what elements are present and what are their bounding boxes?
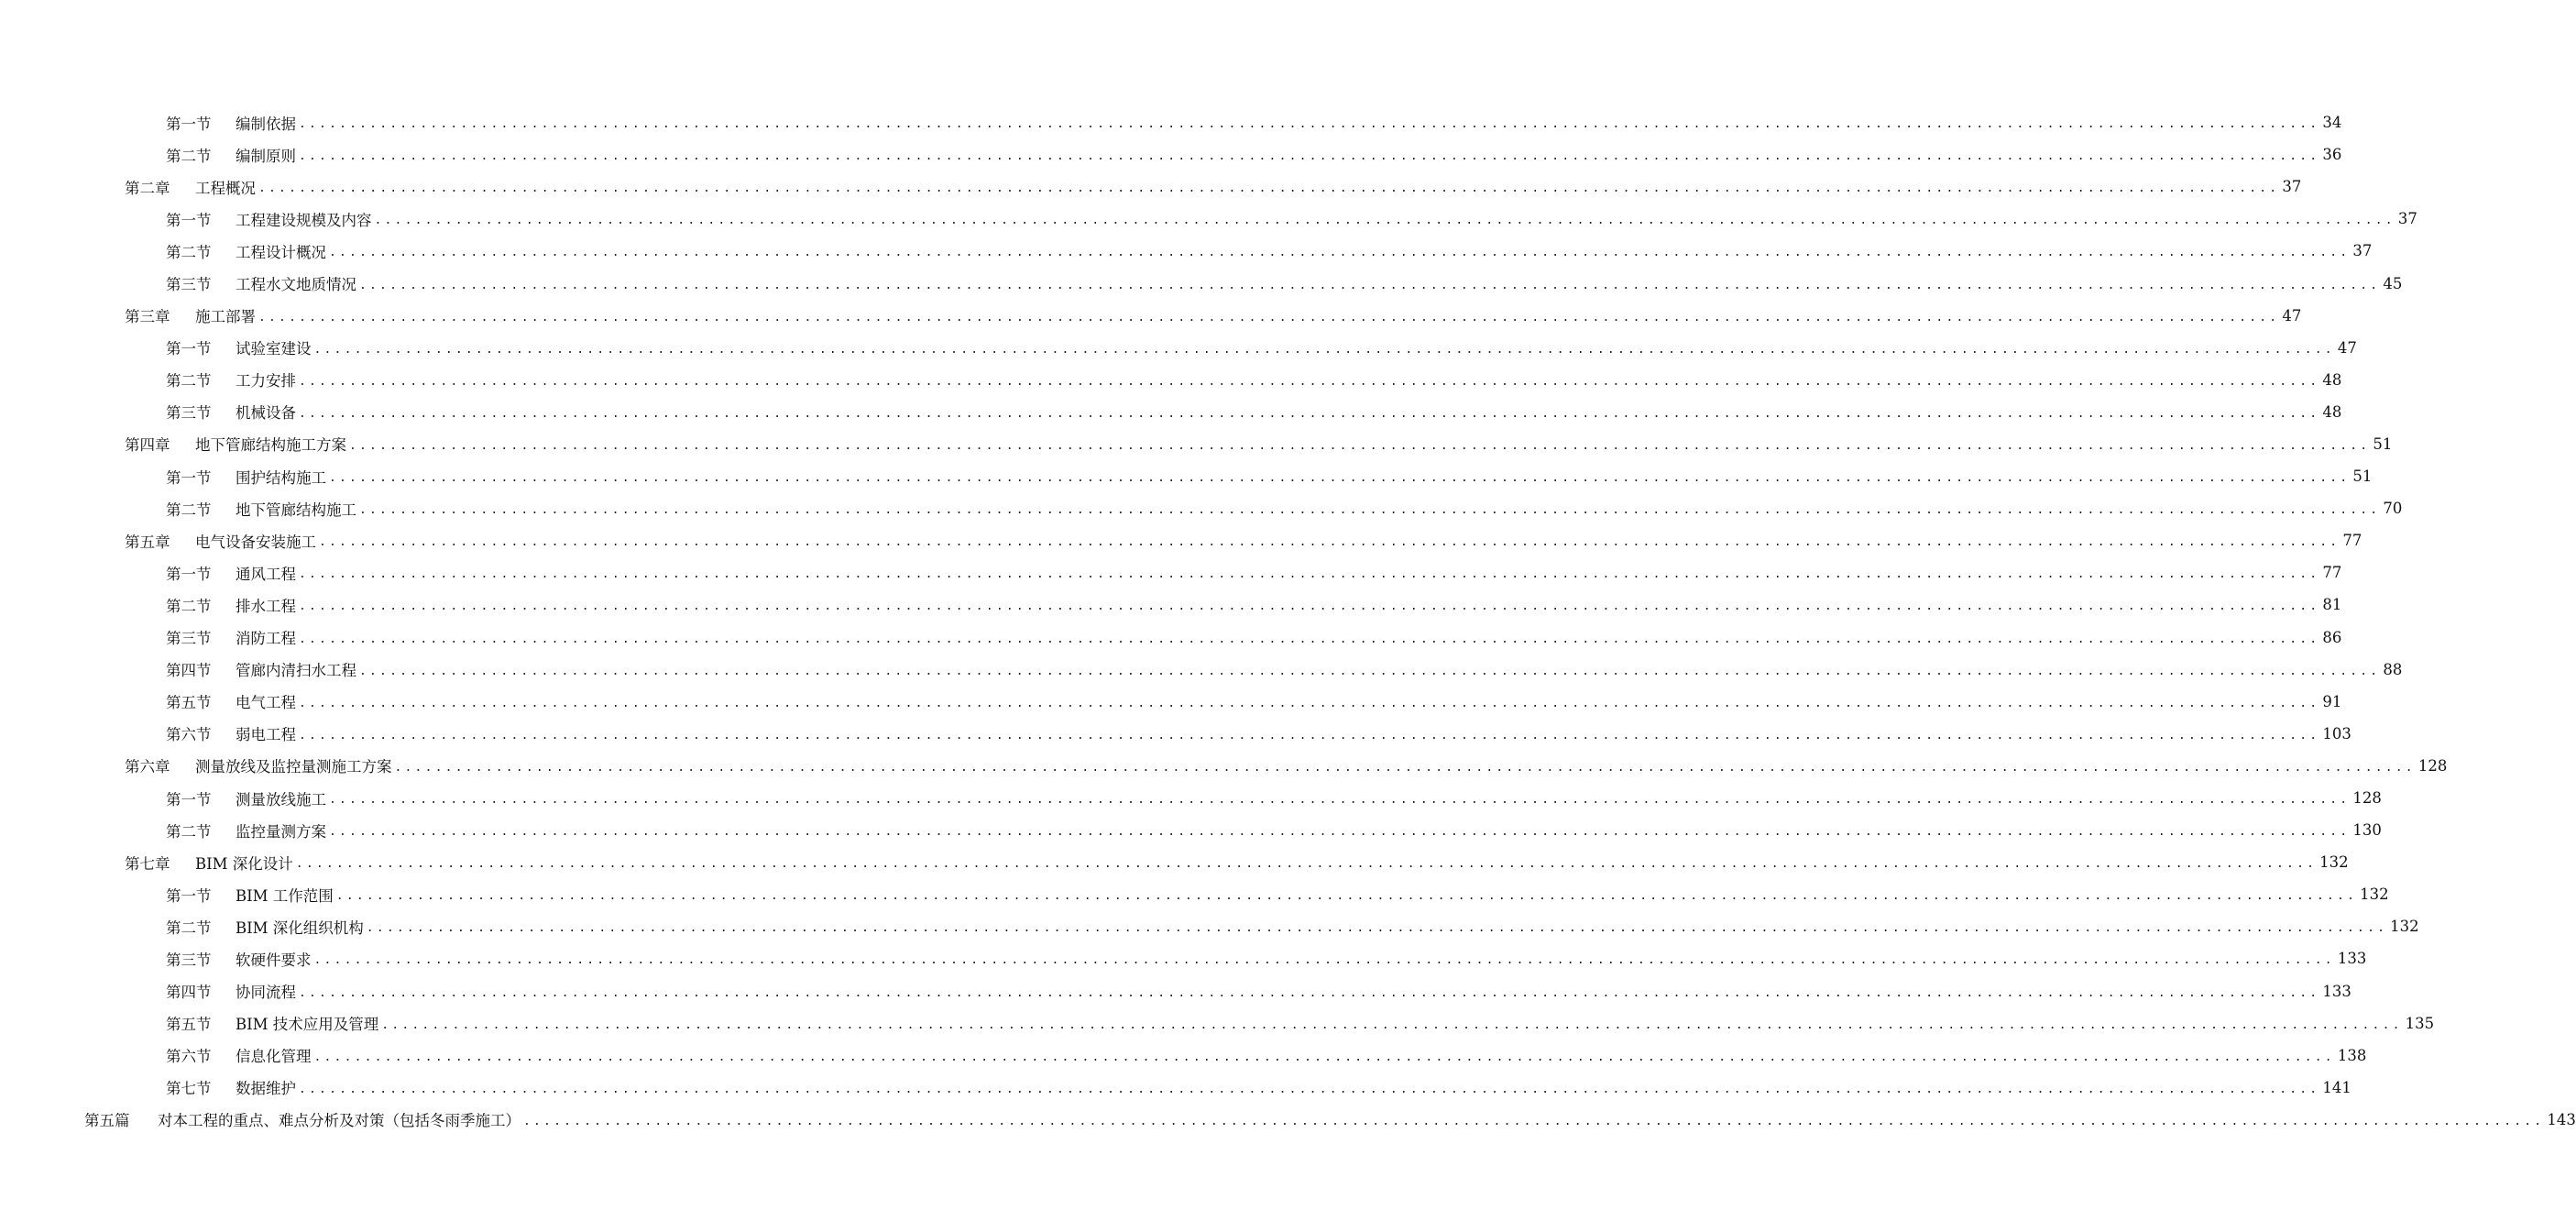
toc-entry-number: 第六节 — [166, 726, 212, 744]
toc-entry-page: 77 — [2342, 532, 2362, 550]
toc-entry-title: 管廊内清扫水工程 — [236, 662, 356, 680]
toc-entry-page: 133 — [2322, 982, 2351, 1000]
dot-leader: ........................................................................................................................................................................................................ — [258, 310, 2280, 324]
toc-entry[interactable] — [0, 942, 2367, 974]
toc-entry[interactable] — [0, 686, 2342, 718]
toc-entry[interactable] — [0, 492, 2403, 524]
toc-entry-page: 88 — [2383, 660, 2403, 678]
toc-entry-number: 第六节 — [166, 1048, 212, 1066]
toc-entry[interactable] — [0, 846, 2349, 878]
toc-entry-page: 135 — [2405, 1014, 2435, 1032]
toc-entry-page: 132 — [2319, 853, 2349, 872]
toc-entry[interactable] — [0, 524, 2362, 556]
dot-leader: ........................................................................................................................................................................................................ — [299, 374, 2320, 389]
dot-leader: ........................................................................................................................................................................................................ — [335, 889, 2358, 904]
toc-entry-title: 排水工程 — [236, 597, 296, 615]
toc-entry-number: 第二节 — [166, 500, 212, 519]
dot-leader: ........................................................................................................................................................................................................ — [299, 632, 2320, 646]
toc-entry[interactable] — [0, 556, 2342, 588]
toc-entry-title: 工力安排 — [236, 372, 296, 390]
toc-entry-title: 数据维护 — [236, 1080, 296, 1098]
dot-leader: ........................................................................................................................................................................................................ — [299, 149, 2320, 164]
toc-entry[interactable] — [0, 364, 2342, 396]
toc-entry-page: 77 — [2322, 564, 2342, 582]
toc-entry-number: 第一节 — [166, 790, 212, 808]
toc-entry[interactable] — [0, 654, 2403, 686]
toc-entry[interactable] — [0, 910, 2419, 942]
dot-leader: ........................................................................................................................................................................................................ — [394, 760, 2416, 775]
toc-entry-number: 第五节 — [166, 1016, 212, 1034]
dot-leader: ........................................................................................................................................................................................................ — [359, 278, 2381, 292]
dot-leader: ........................................................................................................................................................................................................ — [299, 117, 2320, 132]
dot-leader: ........................................................................................................................................................................................................ — [349, 438, 2371, 453]
toc-entry-number: 第二节 — [166, 918, 212, 937]
dot-leader: ........................................................................................................................................................................................................ — [299, 985, 2320, 1000]
toc-entry[interactable] — [0, 622, 2342, 654]
table-of-contents — [0, 106, 2576, 1136]
toc-entry-number: 第五节 — [166, 694, 212, 712]
toc-entry-page: 128 — [2417, 756, 2448, 775]
toc-entry-page: 143 — [2547, 1110, 2576, 1128]
dot-leader: ........................................................................................................................................................................................................ — [329, 471, 2351, 486]
dot-leader: ........................................................................................................................................................................................................ — [374, 214, 2395, 228]
toc-entry-title: 编制依据 — [236, 115, 296, 133]
toc-entry[interactable] — [0, 460, 2373, 492]
toc-entry[interactable] — [0, 1072, 2351, 1104]
toc-entry-title: 弱电工程 — [236, 726, 296, 744]
toc-entry-number: 第五章 — [125, 533, 170, 551]
toc-entry-page: 133 — [2337, 950, 2367, 968]
toc-entry[interactable] — [0, 428, 2393, 460]
toc-entry-title: 消防工程 — [236, 630, 296, 648]
toc-entry-title: 工程概况 — [195, 179, 256, 197]
toc-entry-page: 51 — [2352, 468, 2373, 486]
toc-entry[interactable] — [0, 396, 2342, 428]
toc-entry-number: 第四章 — [125, 436, 170, 455]
dot-leader: ........................................................................................................................................................................................................ — [359, 503, 2381, 518]
toc-entry-title: 工程建设规模及内容 — [236, 211, 372, 229]
toc-entry-page: 48 — [2322, 370, 2342, 389]
dot-leader: ........................................................................................................................................................................................................ — [313, 953, 2335, 968]
toc-entry-number: 第四节 — [166, 984, 212, 1002]
toc-entry[interactable] — [0, 782, 2382, 814]
toc-entry-number: 第一节 — [166, 886, 212, 905]
dot-leader: ........................................................................................................................................................................................................ — [329, 825, 2351, 840]
dot-leader: ........................................................................................................................................................................................................ — [313, 342, 2335, 357]
toc-entry[interactable] — [0, 235, 2373, 267]
toc-entry-number: 第二章 — [125, 179, 170, 197]
toc-entry-title: 测量放线施工 — [236, 790, 326, 808]
dot-leader: ........................................................................................................................................................................................................ — [381, 1018, 2403, 1032]
toc-entry-number: 第一节 — [166, 340, 212, 358]
toc-entry[interactable] — [0, 588, 2342, 621]
toc-entry-page: 37 — [2282, 178, 2302, 196]
toc-entry-number: 第六章 — [125, 758, 170, 776]
toc-entry[interactable] — [0, 1104, 2576, 1136]
toc-entry-page: 36 — [2322, 146, 2342, 164]
toc-entry-title: 编制原则 — [236, 147, 296, 165]
toc-entry[interactable] — [0, 1040, 2367, 1072]
dot-leader: ........................................................................................................................................................................................................ — [299, 567, 2320, 582]
toc-entry-title: 地下管廊结构施工 — [236, 500, 356, 519]
toc-entry[interactable] — [0, 332, 2357, 364]
toc-entry-page: 70 — [2383, 500, 2403, 518]
toc-entry-title: 围护结构施工 — [236, 468, 326, 487]
dot-leader: ........................................................................................................................................................................................................ — [366, 921, 2388, 936]
toc-entry-page: 86 — [2322, 628, 2342, 646]
dot-leader: ........................................................................................................................................................................................................ — [313, 1050, 2335, 1064]
toc-entry-number: 第五篇 — [84, 1112, 130, 1130]
toc-entry[interactable] — [0, 203, 2417, 235]
toc-entry-title: 通风工程 — [236, 565, 296, 583]
toc-entry-number: 第二节 — [166, 147, 212, 165]
dot-leader: ........................................................................................................................................................................................................ — [299, 728, 2320, 742]
toc-entry-number: 第二节 — [166, 597, 212, 615]
toc-entry-title: 工程设计概况 — [236, 243, 326, 261]
toc-entry-title: BIM 技术应用及管理 — [236, 1016, 379, 1034]
toc-entry-title: 信息化管理 — [236, 1048, 312, 1066]
toc-entry[interactable] — [0, 170, 2302, 203]
toc-entry[interactable] — [0, 300, 2302, 332]
toc-entry[interactable] — [0, 267, 2403, 299]
toc-entry-number: 第三节 — [166, 276, 212, 294]
toc-entry-page: 34 — [2322, 114, 2342, 132]
dot-leader: ........................................................................................................................................................................................................ — [329, 246, 2351, 260]
toc-entry[interactable] — [0, 138, 2342, 170]
toc-entry-page: 47 — [2337, 338, 2357, 357]
toc-entry-title: BIM 深化设计 — [195, 854, 293, 873]
toc-entry-number: 第七章 — [125, 854, 170, 873]
toc-entry[interactable] — [0, 975, 2351, 1007]
dot-leader: ........................................................................................................................................................................................................ — [299, 1082, 2320, 1096]
toc-entry[interactable] — [0, 1007, 2435, 1040]
toc-entry[interactable] — [0, 106, 2342, 138]
dot-leader: ........................................................................................................................................................................................................ — [295, 857, 2318, 872]
toc-entry-number: 第一节 — [166, 115, 212, 133]
toc-entry-title: 对本工程的重点、难点分析及对策（包括冬雨季施工） — [158, 1112, 521, 1130]
toc-entry-page: 81 — [2322, 596, 2342, 614]
dot-leader: ........................................................................................................................................................................................................ — [359, 664, 2381, 678]
toc-entry-number: 第三章 — [125, 308, 170, 326]
dot-leader: ........................................................................................................................................................................................................ — [329, 793, 2351, 808]
toc-entry-page: 132 — [2360, 886, 2389, 904]
toc-entry-title: 电气设备安装施工 — [195, 533, 316, 551]
toc-entry-number: 第四节 — [166, 662, 212, 680]
toc-entry[interactable] — [0, 814, 2382, 846]
toc-entry-page: 51 — [2373, 434, 2393, 453]
toc-entry-page: 37 — [2397, 210, 2417, 228]
toc-entry-number: 第三节 — [166, 404, 212, 423]
toc-entry-number: 第二节 — [166, 822, 212, 841]
toc-entry-title: 工程水文地质情况 — [236, 276, 356, 294]
toc-entry-number: 第一节 — [166, 565, 212, 583]
toc-entry-page: 132 — [2390, 918, 2419, 936]
toc-entry-page: 48 — [2322, 402, 2342, 421]
toc-entry-number: 第二节 — [166, 372, 212, 390]
toc-entry-page: 47 — [2282, 306, 2302, 324]
toc-entry-page: 37 — [2352, 242, 2373, 260]
toc-entry-title: 监控量测方案 — [236, 822, 326, 841]
toc-entry-title: 协同流程 — [236, 984, 296, 1002]
dot-leader: ........................................................................................................................................................................................................ — [319, 535, 2340, 550]
toc-entry-number: 第七节 — [166, 1080, 212, 1098]
toc-entry-title: 试验室建设 — [236, 340, 312, 358]
toc-entry-number: 第一节 — [166, 211, 212, 229]
toc-entry-number: 第三节 — [166, 630, 212, 648]
toc-entry-title: 施工部署 — [195, 308, 256, 326]
toc-entry[interactable] — [0, 878, 2389, 910]
dot-leader: ........................................................................................................................................................................................................ — [523, 1114, 2545, 1128]
toc-entry-title: BIM 工作范围 — [236, 886, 334, 905]
toc-entry-title: 地下管廊结构施工方案 — [195, 436, 346, 455]
toc-entry-page: 103 — [2322, 724, 2351, 742]
toc-entry-page: 45 — [2383, 274, 2403, 292]
toc-entry-number: 第三节 — [166, 951, 212, 969]
toc-entry[interactable] — [0, 750, 2448, 782]
dot-leader: ........................................................................................................................................................................................................ — [299, 406, 2320, 421]
toc-entry-number: 第二节 — [166, 243, 212, 261]
toc-entry-title: 电气工程 — [236, 694, 296, 712]
dot-leader: ........................................................................................................................................................................................................ — [299, 696, 2320, 710]
toc-entry[interactable] — [0, 718, 2351, 750]
toc-entry-page: 130 — [2352, 821, 2382, 840]
toc-entry-title: 测量放线及监控量测施工方案 — [195, 758, 392, 776]
toc-entry-page: 141 — [2322, 1078, 2351, 1096]
toc-entry-page: 128 — [2352, 789, 2382, 808]
toc-entry-title: 软硬件要求 — [236, 951, 312, 969]
dot-leader: ........................................................................................................................................................................................................ — [258, 182, 2280, 196]
toc-entry-page: 138 — [2337, 1046, 2367, 1064]
toc-entry-page: 91 — [2322, 692, 2342, 710]
toc-entry-title: 机械设备 — [236, 404, 296, 423]
dot-leader: ........................................................................................................................................................................................................ — [299, 600, 2320, 614]
toc-entry-title: BIM 深化组织机构 — [236, 918, 364, 937]
toc-entry-number: 第一节 — [166, 468, 212, 487]
